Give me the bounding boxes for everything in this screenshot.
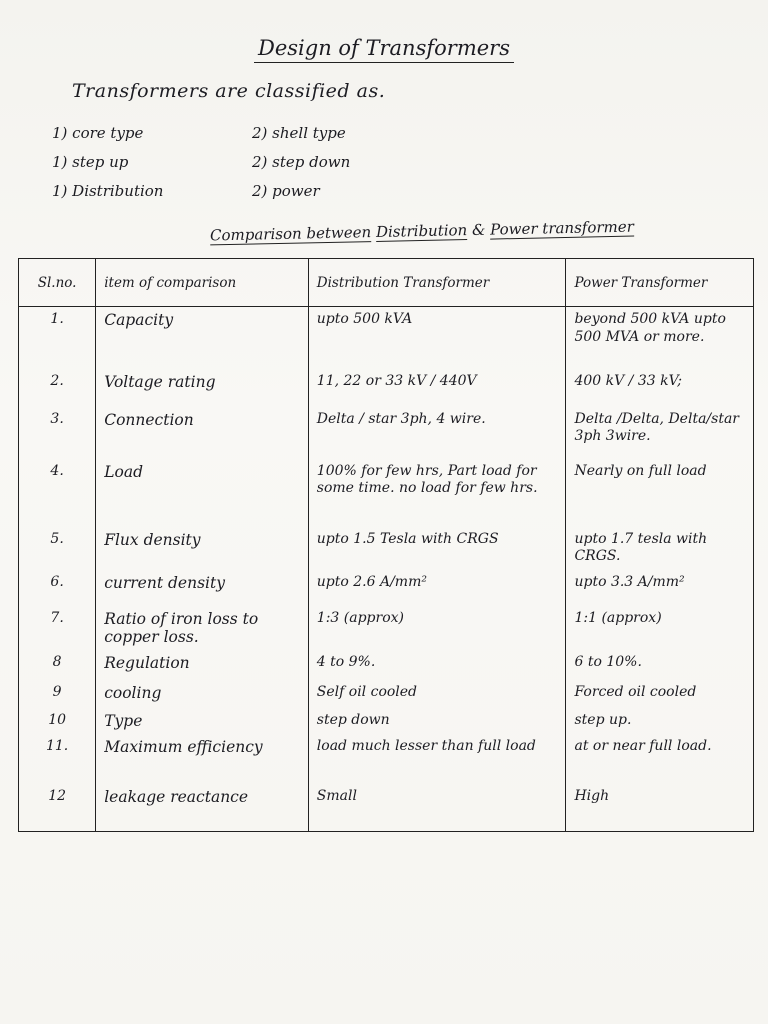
cell-item: Maximum efficiency [96,734,309,784]
cell-item: Type [96,708,309,734]
cell-sl-no: 9 [19,680,96,708]
comparison-heading-power: Power transformer [489,217,635,239]
table-row [19,650,754,680]
cell-power: High [566,784,754,832]
table-row [19,734,754,784]
cell-sl-no: 1. [19,307,96,369]
classification-item: 1) core type [52,123,144,142]
table-row [19,680,754,708]
table-row [19,369,754,407]
cell-sl-no: 12 [19,784,96,832]
table-row [19,307,754,369]
cell-sl-no: 10 [19,708,96,734]
table-row [19,708,754,734]
comparison-heading-dist: Distribution [375,221,468,241]
cell-distribution: 11, 22 or 33 kV / 440V [308,369,566,407]
comparison-table-wrapper [18,258,754,832]
comparison-table [18,258,754,832]
classification-row [52,176,652,205]
classification-item: 2) step down [252,152,351,171]
cell-distribution: step down [308,708,566,734]
cell-distribution: upto 500 kVA [308,307,566,369]
cell-power: upto 1.7 tesla with CRGS. [566,527,754,570]
cell-power: Delta /Delta, Delta/star 3ph 3wire. [566,407,754,459]
cell-item: Capacity [96,307,309,369]
comparison-heading [210,218,634,245]
cell-power: 400 kV / 33 kV; [566,369,754,407]
cell-distribution: load much lesser than full load [308,734,566,784]
header-sl-no: Sl.no. [19,259,96,307]
cell-power: upto 3.3 A/mm² [566,570,754,606]
table-row [19,459,754,527]
cell-distribution: 100% for few hrs, Part load for some time. no load for few hrs. [308,459,566,527]
cell-sl-no: 4. [19,459,96,527]
cell-distribution: Self oil cooled [308,680,566,708]
table-row [19,606,754,650]
cell-item: Connection [96,407,309,459]
cell-power: Nearly on full load [566,459,754,527]
table-row [19,527,754,570]
cell-sl-no: 3. [19,407,96,459]
classification-row [52,147,652,176]
cell-power: at or near full load. [566,734,754,784]
table-body [19,307,754,832]
classification-row [52,118,652,147]
cell-sl-no: 2. [19,369,96,407]
cell-sl-no: 8 [19,650,96,680]
cell-power: 1:1 (approx) [566,606,754,650]
cell-distribution: 4 to 9%. [308,650,566,680]
classification-item: 1) step up [52,152,129,171]
classification-item: 1) Distribution [52,181,164,200]
cell-power: step up. [566,708,754,734]
classification-item: 2) power [252,181,320,200]
cell-item: Regulation [96,650,309,680]
cell-distribution: Delta / star 3ph, 4 wire. [308,407,566,459]
cell-distribution: upto 2.6 A/mm² [308,570,566,606]
header-item: item of comparison [96,259,309,307]
cell-item: Voltage rating [96,369,309,407]
cell-item: Ratio of iron loss to copper loss. [96,606,309,650]
cell-distribution: 1:3 (approx) [308,606,566,650]
header-distribution: Distribution Transformer [308,259,566,307]
comparison-heading-prefix: Comparison between [209,223,372,245]
page-title-text: Design of Transformers [254,36,514,63]
cell-power: Forced oil cooled [566,680,754,708]
cell-item: leakage reactance [96,784,309,832]
cell-sl-no: 5. [19,527,96,570]
table-row [19,784,754,832]
header-power: Power Transformer [566,259,754,307]
page-title [0,36,768,60]
classification-item: 2) shell type [252,123,346,142]
table-header-row [19,259,754,307]
cell-item: current density [96,570,309,606]
cell-power: 6 to 10%. [566,650,754,680]
cell-distribution: Small [308,784,566,832]
cell-sl-no: 6. [19,570,96,606]
intro-text: Transformers are classified as. [72,80,386,102]
cell-item: Load [96,459,309,527]
cell-sl-no: 7. [19,606,96,650]
classification-list [52,118,652,205]
cell-distribution: upto 1.5 Tesla with CRGS [308,527,566,570]
cell-item: cooling [96,680,309,708]
comparison-heading-amp: & [471,220,486,239]
cell-sl-no: 11. [19,734,96,784]
cell-item: Flux density [96,527,309,570]
table-row [19,570,754,606]
cell-power: beyond 500 kVA upto 500 MVA or more. [566,307,754,369]
table-row [19,407,754,459]
